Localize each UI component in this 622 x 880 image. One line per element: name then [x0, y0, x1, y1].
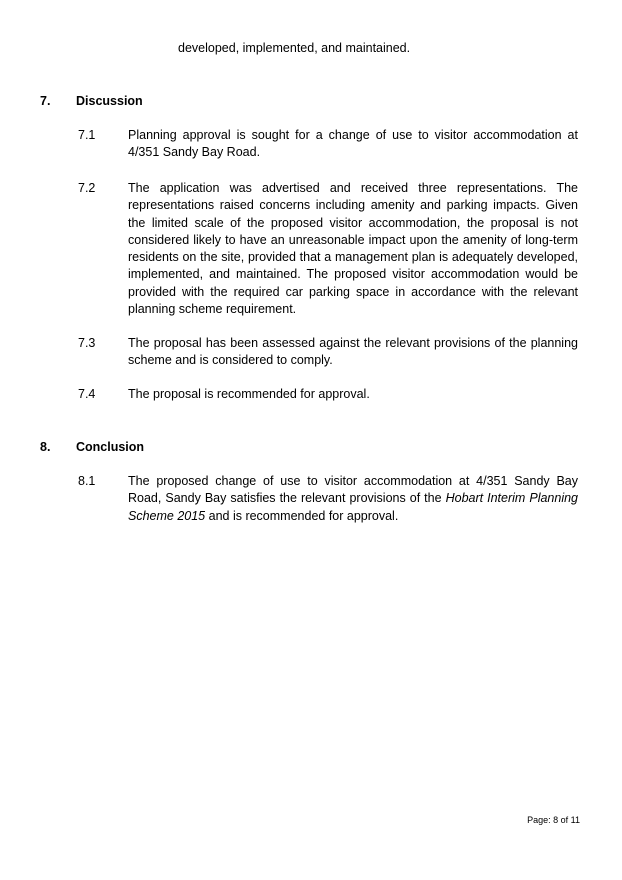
paragraph-text	[128, 473, 578, 525]
paragraph-number: 7.4	[78, 387, 96, 401]
scheme-title: Hobart Interim Planning Scheme 2015	[128, 491, 579, 523]
paragraph-text-end: and is recommended for approval.	[205, 508, 399, 523]
paragraph-number: 8.1	[78, 474, 96, 488]
section-title: Discussion	[76, 94, 143, 108]
paragraph-text: The proposal has been assessed against the relevant provisions of the planning scheme and is considered to comply.	[128, 336, 578, 368]
section-heading-discussion	[40, 93, 143, 110]
section-number: 7.	[40, 94, 51, 108]
paragraph-7-3	[78, 335, 578, 370]
section-number: 8.	[40, 440, 51, 454]
carry-over-text: developed, implemented, and maintained.	[178, 41, 411, 55]
paragraph-7-4	[78, 386, 578, 403]
paragraph-7-2	[78, 180, 578, 318]
paragraph-text: The application was advertised and received three representations. The representations raised concerns including amenity and parking impacts. Given the limited scale of the proposed visitor accommodation, the proposal is not considered likely to have an unreasonable impact upon the amenity of long-term residents on the site, provided that a management plan is adequately developed, implemented, and maintained. The proposed visitor accommodation would be provided with the required car parking space in accordance with the relevant planning scheme requirement.	[128, 181, 578, 317]
paragraph-7-1	[78, 127, 578, 162]
page-number-footer: Page: 8 of 11	[527, 815, 580, 825]
paragraph-8-1	[78, 473, 578, 525]
paragraph-text: The proposal is recommended for approval.	[128, 387, 370, 401]
paragraph-text: Planning approval is sought for a change of use to visitor accommodation at 4/351 Sandy Bay Road.	[128, 128, 578, 160]
paragraph-number: 7.1	[78, 128, 96, 142]
paragraph-number: 7.3	[78, 336, 96, 350]
paragraph-text-start: The proposed change of use to visitor accommodation at 4/351 Sandy Bay Road, Sandy Bay satisfies the relevant provisions of the	[128, 474, 578, 506]
section-title: Conclusion	[76, 440, 145, 454]
paragraph-number: 7.2	[78, 181, 96, 195]
section-heading-conclusion	[40, 439, 144, 456]
